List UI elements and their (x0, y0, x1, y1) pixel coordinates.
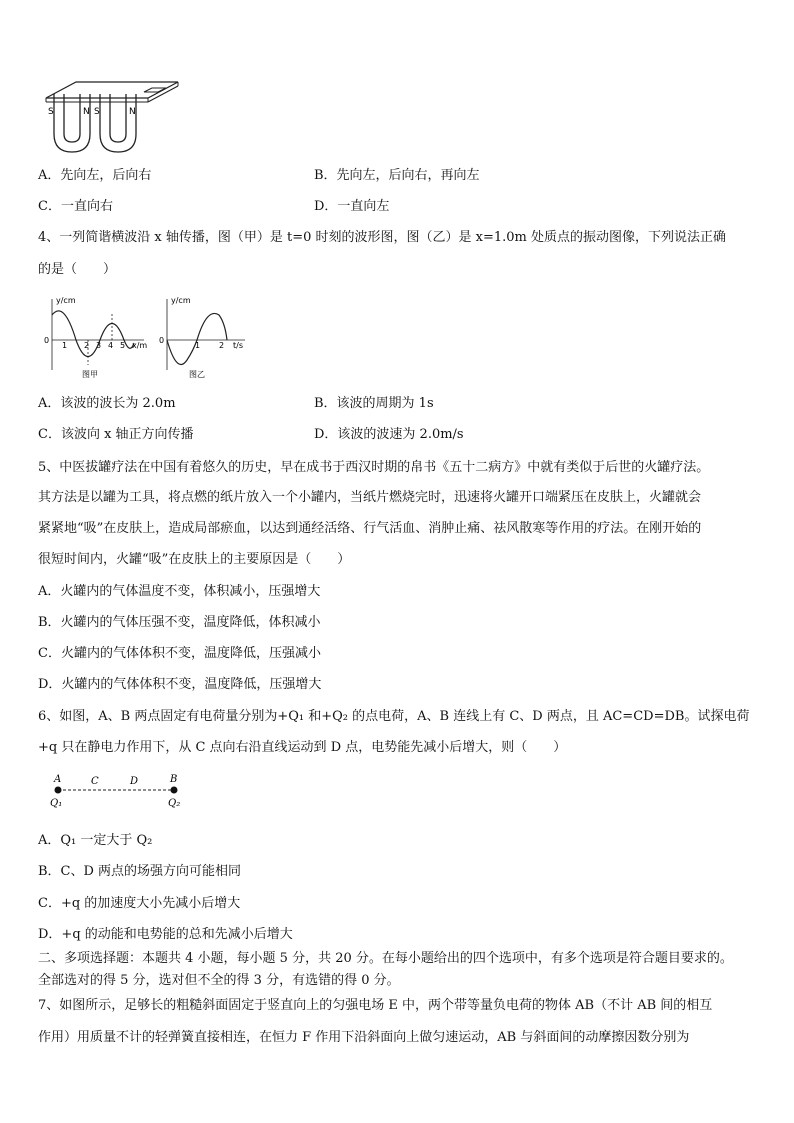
pole-label: N (129, 107, 136, 117)
origin-label: 0 (159, 336, 165, 345)
q6-option-b: B．C、D 两点的场强方向可能相同 (38, 864, 242, 879)
q4-option-b: B．该波的周期为 1s (314, 396, 434, 411)
q6-stem-line1: 6、如图，A、B 两点固定有电荷量分别为+Q₁ 和+Q₂ 的点电荷，A、B 连线上有 C、D 两点，且 AC=CD=DB。试探电荷 (38, 709, 750, 724)
wave-graph-figure (40, 295, 150, 380)
q5-stem-line3: 紧紧地“吸”在皮肤上，造成局部瘀血，以达到通经活络、行气活血、消肿止痛、祛风散寒等作用的疗法。在刚开始的 (38, 521, 702, 536)
tick-label: 2 (84, 341, 90, 350)
q2-label: Q₂ (168, 798, 181, 809)
tick-label: 1 (62, 341, 68, 350)
q3-option-d: D．一直向左 (314, 199, 390, 214)
q3-option-b: B．先向左，后向右，再向左 (314, 168, 480, 183)
tick-label: 1 (195, 341, 201, 350)
q5-stem-line1: 5、中医拔罐疗法在中国有着悠久的历史，早在成书于西汉时期的帛书《五十二病方》中就有类似于后世的火罐疗法。 (38, 460, 710, 475)
tick-label: 2 (219, 341, 225, 350)
section2-heading-line1: 二、多项选择题：本题共 4 小题，每小题 5 分，共 20 分。在每小题给出的四个选项中，有多个选项是符合题目要求的。 (38, 951, 733, 966)
q6-option-c: C．+q 的加速度大小先减小后增大 (38, 896, 241, 911)
point-c-label: C (91, 776, 99, 787)
charge-q1 (55, 787, 62, 794)
q1-label: Q₁ (50, 798, 63, 809)
q5-stem-line2: 其方法是以罐为工具，将点燃的纸片放入一个小罐内，当纸片燃烧完时，迅速将火罐开口端紧压在皮肤上，火罐就会 (38, 490, 702, 505)
q3-option-a: A．先向左，后向右 (38, 168, 152, 183)
pole-label: S (94, 107, 100, 117)
caption: 图乙 (189, 370, 205, 379)
q5-option-c: C．火罐内的气体体积不变，温度降低，压强减小 (38, 646, 321, 661)
q6-option-a: A．Q₁ 一定大于 Q₂ (38, 833, 153, 848)
q4-option-a: A．该波的波长为 2.0m (38, 396, 176, 411)
q7-stem-line1: 7、如图所示，足够长的粗糙斜面固定于竖直向上的匀强电场 E 中，两个带等量负电荷的物体 AB（不计 AB 间的相互 (38, 998, 713, 1013)
vibration-graph-figure (155, 295, 250, 380)
pole-label: N (83, 107, 90, 117)
x-axis-label: t/s (233, 341, 243, 350)
q6-stem-line2: +q 只在静电力作用下，从 C 点向右沿直线运动到 D 点，电势能先减小后增大，则（ ） (38, 740, 567, 755)
caption: 图甲 (82, 370, 98, 379)
y-axis-label: y/cm (171, 296, 191, 305)
tick-label: 4 (108, 341, 114, 350)
q4-option-d: D．该波的波速为 2.0m/s (314, 427, 464, 442)
y-axis-label: y/cm (56, 296, 76, 305)
charge-q2 (171, 787, 178, 794)
tick-label: 5 (120, 341, 126, 350)
point-a-label: A (54, 774, 62, 785)
q4-option-c: C．该波向 x 轴正方向传播 (38, 427, 194, 442)
q5-stem-line4: 很短时间内，火罐“吸”在皮肤上的主要原因是（ ） (38, 552, 351, 567)
q5-option-b: B．火罐内的气体压强不变，温度降低，体积减小 (38, 615, 321, 630)
pole-label: S (48, 107, 54, 117)
tick-label: 3 (96, 341, 102, 350)
charges-figure (46, 772, 196, 812)
section2-heading-line2: 全部选对的得 5 分，选对但不全的得 3 分，有选错的得 0 分。 (38, 973, 400, 988)
q5-option-a: A．火罐内的气体温度不变，体积减小，压强增大 (38, 584, 321, 599)
q4-stem-line2: 的是（ ） (38, 262, 117, 277)
point-b-label: B (170, 774, 178, 785)
q6-option-d: D．+q 的动能和电势能的总和先减小后增大 (38, 927, 293, 942)
q4-stem-line1: 4、一列简谐横波沿 x 轴传播，图（甲）是 t=0 时刻的波形图，图（乙）是 x=1.0m 处质点的振动图像，下列说法正确 (38, 230, 727, 245)
x-axis-label: x/m (132, 341, 148, 350)
q5-option-d: D．火罐内的气体体积不变，温度降低，压强增大 (38, 677, 322, 692)
origin-label: 0 (44, 336, 50, 345)
q7-stem-line2: 作用）用质量不计的轻弹簧直接相连，在恒力 F 作用下沿斜面向上做匀速运动，AB 与斜面间的动摩擦因数分别为 (38, 1030, 690, 1045)
point-d-label: D (130, 776, 139, 787)
magnets-figure (36, 76, 186, 156)
q3-option-c: C．一直向右 (38, 199, 113, 214)
